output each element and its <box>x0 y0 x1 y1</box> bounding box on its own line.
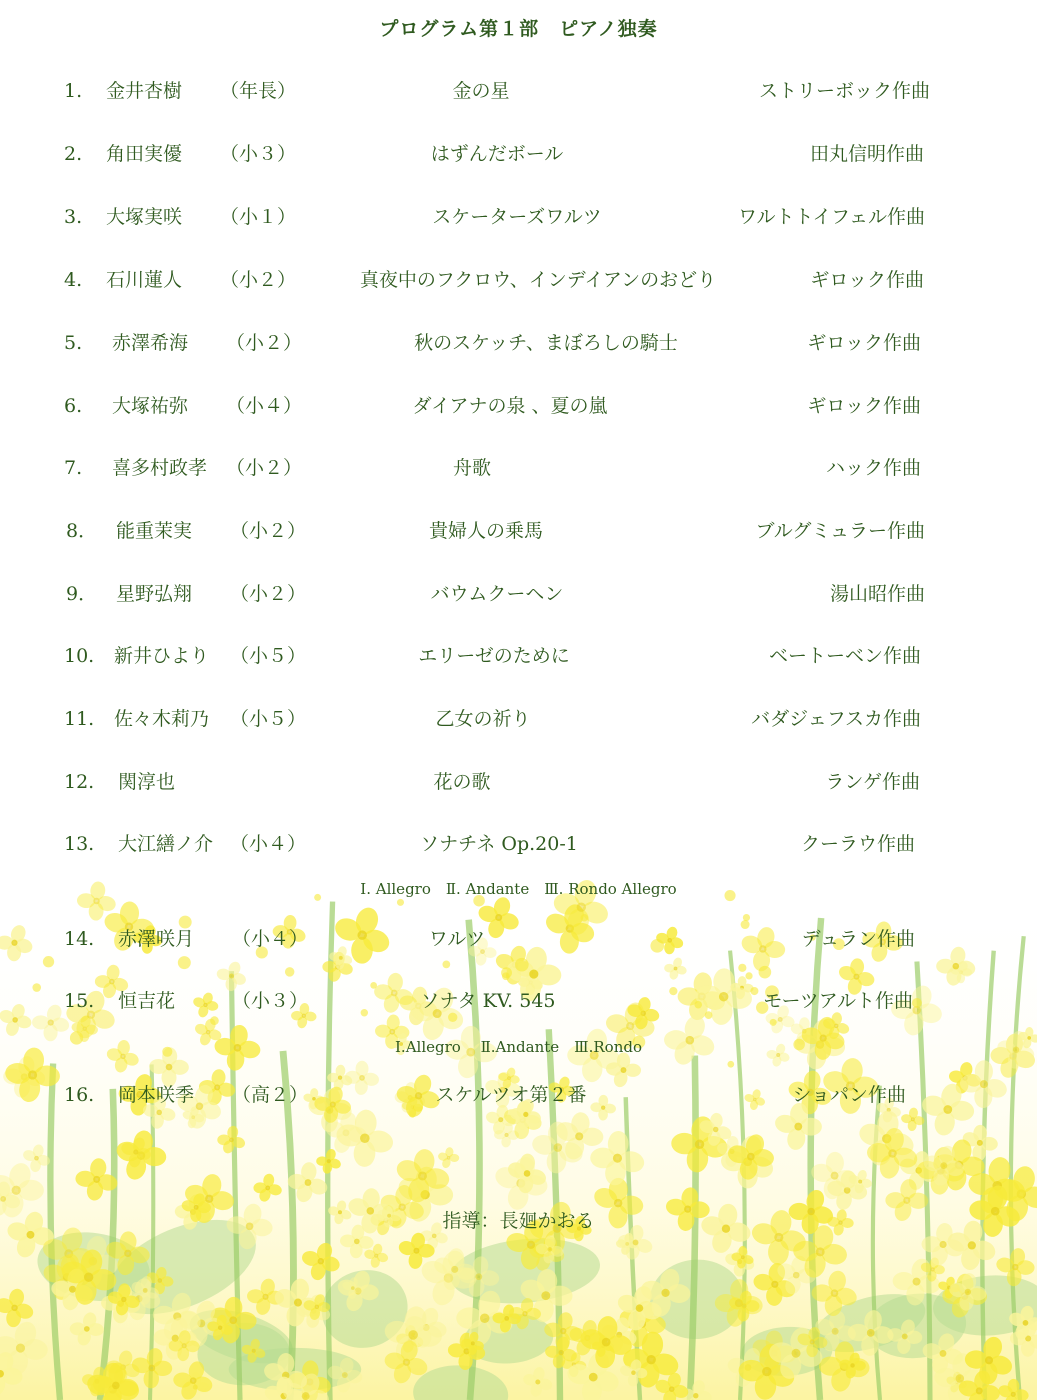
performer-name: 星野弘翔 <box>116 583 193 605</box>
piece-title: 貴婦人の乗馬 <box>428 520 544 542</box>
program-row <box>0 265 1037 295</box>
movements-row-15: Ⅰ.Allegro Ⅱ.Andante Ⅲ.Rondo <box>395 1038 642 1056</box>
piece-title: 舟歌 <box>452 457 492 479</box>
performer-name: 大塚祐弥 <box>112 395 189 417</box>
performer-name: 石川蓮人 <box>106 269 183 291</box>
performer-grade: （小３） <box>220 143 297 165</box>
performer-name: 能重茉実 <box>116 520 193 542</box>
piece-title: ワルツ <box>428 928 486 950</box>
performer-name: 赤澤希海 <box>112 332 189 354</box>
performer-name: 岡本咲季 <box>118 1084 195 1106</box>
performer-name: 角田実優 <box>106 143 183 165</box>
piece-title: ダイアナの泉 、夏の嵐 <box>412 395 608 417</box>
piece-title: エリーゼのために <box>418 645 570 667</box>
composer: ベートーベン作曲 <box>768 645 921 667</box>
program-row <box>0 704 1037 734</box>
composer: ハック作曲 <box>825 457 921 479</box>
piece-title: スケルツオ第２番 <box>435 1084 587 1106</box>
performer-grade: （年長） <box>220 80 297 102</box>
composer: モーツアルト作曲 <box>763 990 913 1012</box>
row-number: 12. <box>64 771 95 793</box>
performer-name: 赤澤咲月 <box>118 928 195 950</box>
performer-grade: （小４） <box>230 833 307 855</box>
program-row <box>0 391 1037 421</box>
composer: ギロック作曲 <box>807 332 921 354</box>
composer: ギロック作曲 <box>807 395 921 417</box>
performer-name: 佐々木莉乃 <box>114 708 210 730</box>
performer-grade: （小３） <box>232 990 309 1012</box>
performer-grade: （小４） <box>232 928 309 950</box>
row-number: 11. <box>64 708 95 730</box>
performer-name: 大江繕ノ介 <box>118 833 214 855</box>
performer-name: 金井杏樹 <box>106 80 183 102</box>
piece-title: スケーターズワルツ <box>432 206 602 228</box>
program-row <box>0 516 1037 546</box>
performer-grade: （小２） <box>226 332 303 354</box>
row-number: 3. <box>64 206 83 228</box>
program-row <box>0 139 1037 169</box>
composer: ギロック作曲 <box>810 269 924 291</box>
performer-name: 大塚実咲 <box>106 206 183 228</box>
composer: 湯山昭作曲 <box>829 583 925 605</box>
program-row <box>0 202 1037 232</box>
program-title: プログラム第１部 ピアノ独奏 <box>379 18 658 40</box>
piece-title: 乙女の祈り <box>435 708 531 730</box>
row-number: 13. <box>64 833 95 855</box>
composer: ワルトトイフェル作曲 <box>738 206 925 228</box>
piece-title: 金の星 <box>452 80 510 102</box>
piece-title: 真夜中のフクロウ、インデイアンのおどり <box>359 269 717 291</box>
program-row <box>0 328 1037 358</box>
composer: 田丸信明作曲 <box>809 143 924 165</box>
row-number: 7. <box>64 457 83 479</box>
row-number: 10. <box>64 645 95 667</box>
director-credit: 指導：長廻かおる <box>442 1210 595 1232</box>
composer: デュラン作曲 <box>801 928 915 950</box>
performer-name: 関淳也 <box>118 771 176 793</box>
piece-title: 花の歌 <box>433 771 491 793</box>
piece-title: 秋のスケッチ、まぼろしの騎士 <box>414 332 678 354</box>
performer-grade: （小４） <box>226 395 303 417</box>
composer: ブルグミュラー作曲 <box>755 520 925 542</box>
performer-grade: （小２） <box>220 269 297 291</box>
piece-title: ソナチネ Op.20-1 <box>420 833 578 855</box>
row-number: 15. <box>64 990 95 1012</box>
performer-grade: （小５） <box>230 708 307 730</box>
performer-name: 喜多村政孝 <box>112 457 208 479</box>
piece-title: はずんだボール <box>430 143 564 165</box>
performer-grade: （小１） <box>220 206 297 228</box>
program-row <box>0 1080 1037 1110</box>
program-row <box>0 829 1037 859</box>
performer-name: 恒吉花 <box>118 990 176 1012</box>
row-number: 2. <box>64 143 83 165</box>
row-number: 8． <box>66 520 98 542</box>
performer-grade: （小５） <box>230 645 307 667</box>
performer-grade: （小２） <box>230 583 307 605</box>
row-number: 6. <box>64 395 83 417</box>
performer-grade: （高２） <box>232 1084 309 1106</box>
row-number: 9． <box>66 583 98 605</box>
program-row <box>0 767 1037 797</box>
row-number: 4. <box>64 269 83 291</box>
movements-row-13: Ⅰ. Allegro Ⅱ. Andante Ⅲ. Rondo Allegro <box>360 880 677 898</box>
performer-name: 新井ひより <box>114 645 210 667</box>
piece-title: バウムクーヘン <box>430 583 564 605</box>
composer: バダジェフスカ作曲 <box>751 708 921 730</box>
composer: クーラウ作曲 <box>800 833 915 855</box>
program-row <box>0 924 1037 954</box>
program-row <box>0 986 1037 1016</box>
performer-grade: （小２） <box>226 457 303 479</box>
program-row <box>0 579 1037 609</box>
row-number: 5. <box>64 332 83 354</box>
program-row <box>0 641 1037 671</box>
performer-grade: （小２） <box>230 520 307 542</box>
program-row <box>0 76 1037 106</box>
composer: ショパン作曲 <box>792 1084 906 1106</box>
program-row <box>0 453 1037 483</box>
composer: ランゲ作曲 <box>825 771 920 793</box>
piece-title: ソナタ KV. 545 <box>420 990 556 1012</box>
composer: ストリーボック作曲 <box>758 80 930 102</box>
row-number: 16. <box>64 1084 95 1106</box>
row-number: 14. <box>64 928 95 950</box>
row-number: 1. <box>64 80 83 102</box>
